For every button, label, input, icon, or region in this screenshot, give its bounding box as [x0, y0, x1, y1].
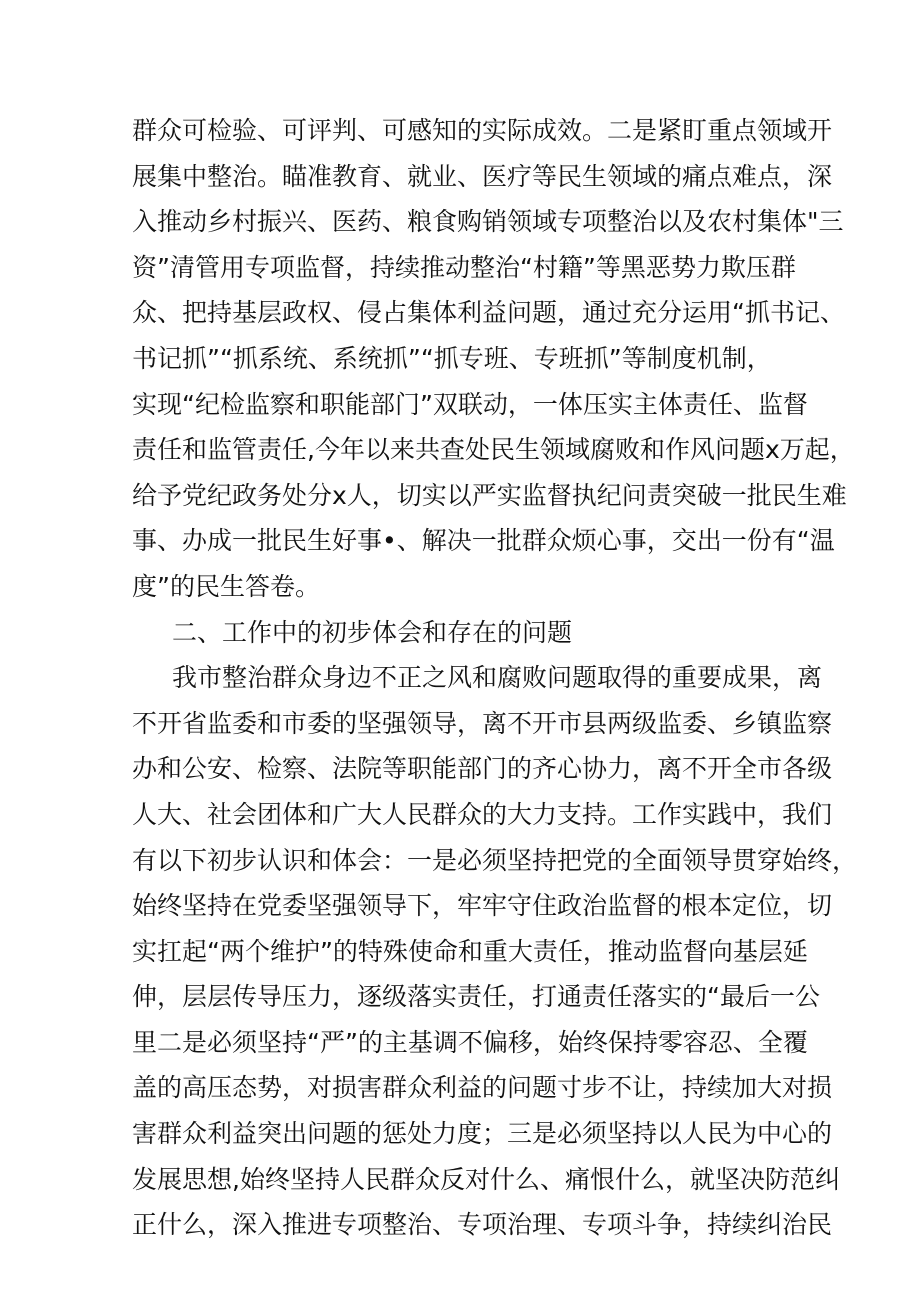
text-line: 实现“纪检监察和职能部门”双联动，一体压实主体责任、监督 — [132, 389, 808, 419]
text-line: 始终坚持在党委坚强领导下，牢牢守住政治监督的根本定位，切 — [132, 891, 833, 921]
text-line: 里二是必须坚持“严”的主基调不偏移，始终保持零容忍、全覆 — [132, 1027, 808, 1057]
text-line: 资”清管用专项监督，持续推动整治“村籍”等黑恶势力欺压群 — [132, 252, 796, 282]
text-line: 实扛起“两个维护”的特殊使命和重大责任，推动监督向基层延 — [132, 936, 808, 966]
text-line: 不开省监委和市委的坚强领导，离不开市县两级监委、乡镇监察 — [132, 708, 833, 738]
text-line: 入推动乡村振兴、医药、粮食购销领域专项整治以及农村集体"三 — [132, 207, 844, 237]
text-line: 办和公安、检察、法院等职能部门的齐心协力，离不开全市各级 — [132, 754, 833, 784]
text-line: 正什么，深入推进专项整治、专项治理、专项斗争，持续纠治民 — [132, 1210, 833, 1240]
body-text — [132, 108, 858, 1248]
text-line: 伸，层层传导压力，逐级落实责任，打通责任落实的“最后一公 — [132, 982, 820, 1012]
text-line: 众、把持基层政权、侵占集体利益问题，通过充分运用“抓书记、 — [132, 298, 845, 328]
text-line: 展集中整治。瞄准教育、就业、医疗等民生领域的痛点难点，深 — [132, 161, 833, 191]
text-line: 有以下初步认识和体会：一是必须坚持把党的全面领导贯穿始终， — [132, 845, 858, 875]
text-line: 责任和监管责任,今年以来共查处民生领域腐败和作风问题x万起， — [132, 435, 855, 465]
text-line: 给予党纪政务处分x人，切实以严实监督执纪问责突破一批民生难 — [132, 480, 847, 510]
text-line: 我市整治群众身边不正之风和腐败问题取得的重要成果，离 — [172, 663, 823, 693]
section-heading: 二、工作中的初步体会和存在的问题 — [172, 617, 573, 647]
text-line: 度”的民生答卷。 — [132, 571, 320, 601]
text-line: 事、办成一批民生好事•、解决一批群众烦心事，交出一份有“温 — [132, 526, 835, 556]
text-line: 书记抓”“抓系统、系统抓”“抓专班、专班抓”等制度机制， — [132, 343, 772, 373]
text-line: 群众可检验、可评判、可感知的实际成效。二是紧盯重点领域开 — [132, 116, 833, 145]
text-line: 人大、社会团体和广大人民群众的大力支持。工作实践中，我们 — [132, 799, 833, 829]
text-line: 盖的高压态势，对损害群众利益的问题寸步不让，持续加大对损 — [132, 1073, 833, 1103]
text-line: 害群众利益突出问题的惩处力度；三是必须坚持以人民为中心的 — [132, 1119, 833, 1149]
text-line: 发展思想,始终坚持人民群众反对什么、痛恨什么，就坚决防范纠 — [132, 1164, 840, 1194]
